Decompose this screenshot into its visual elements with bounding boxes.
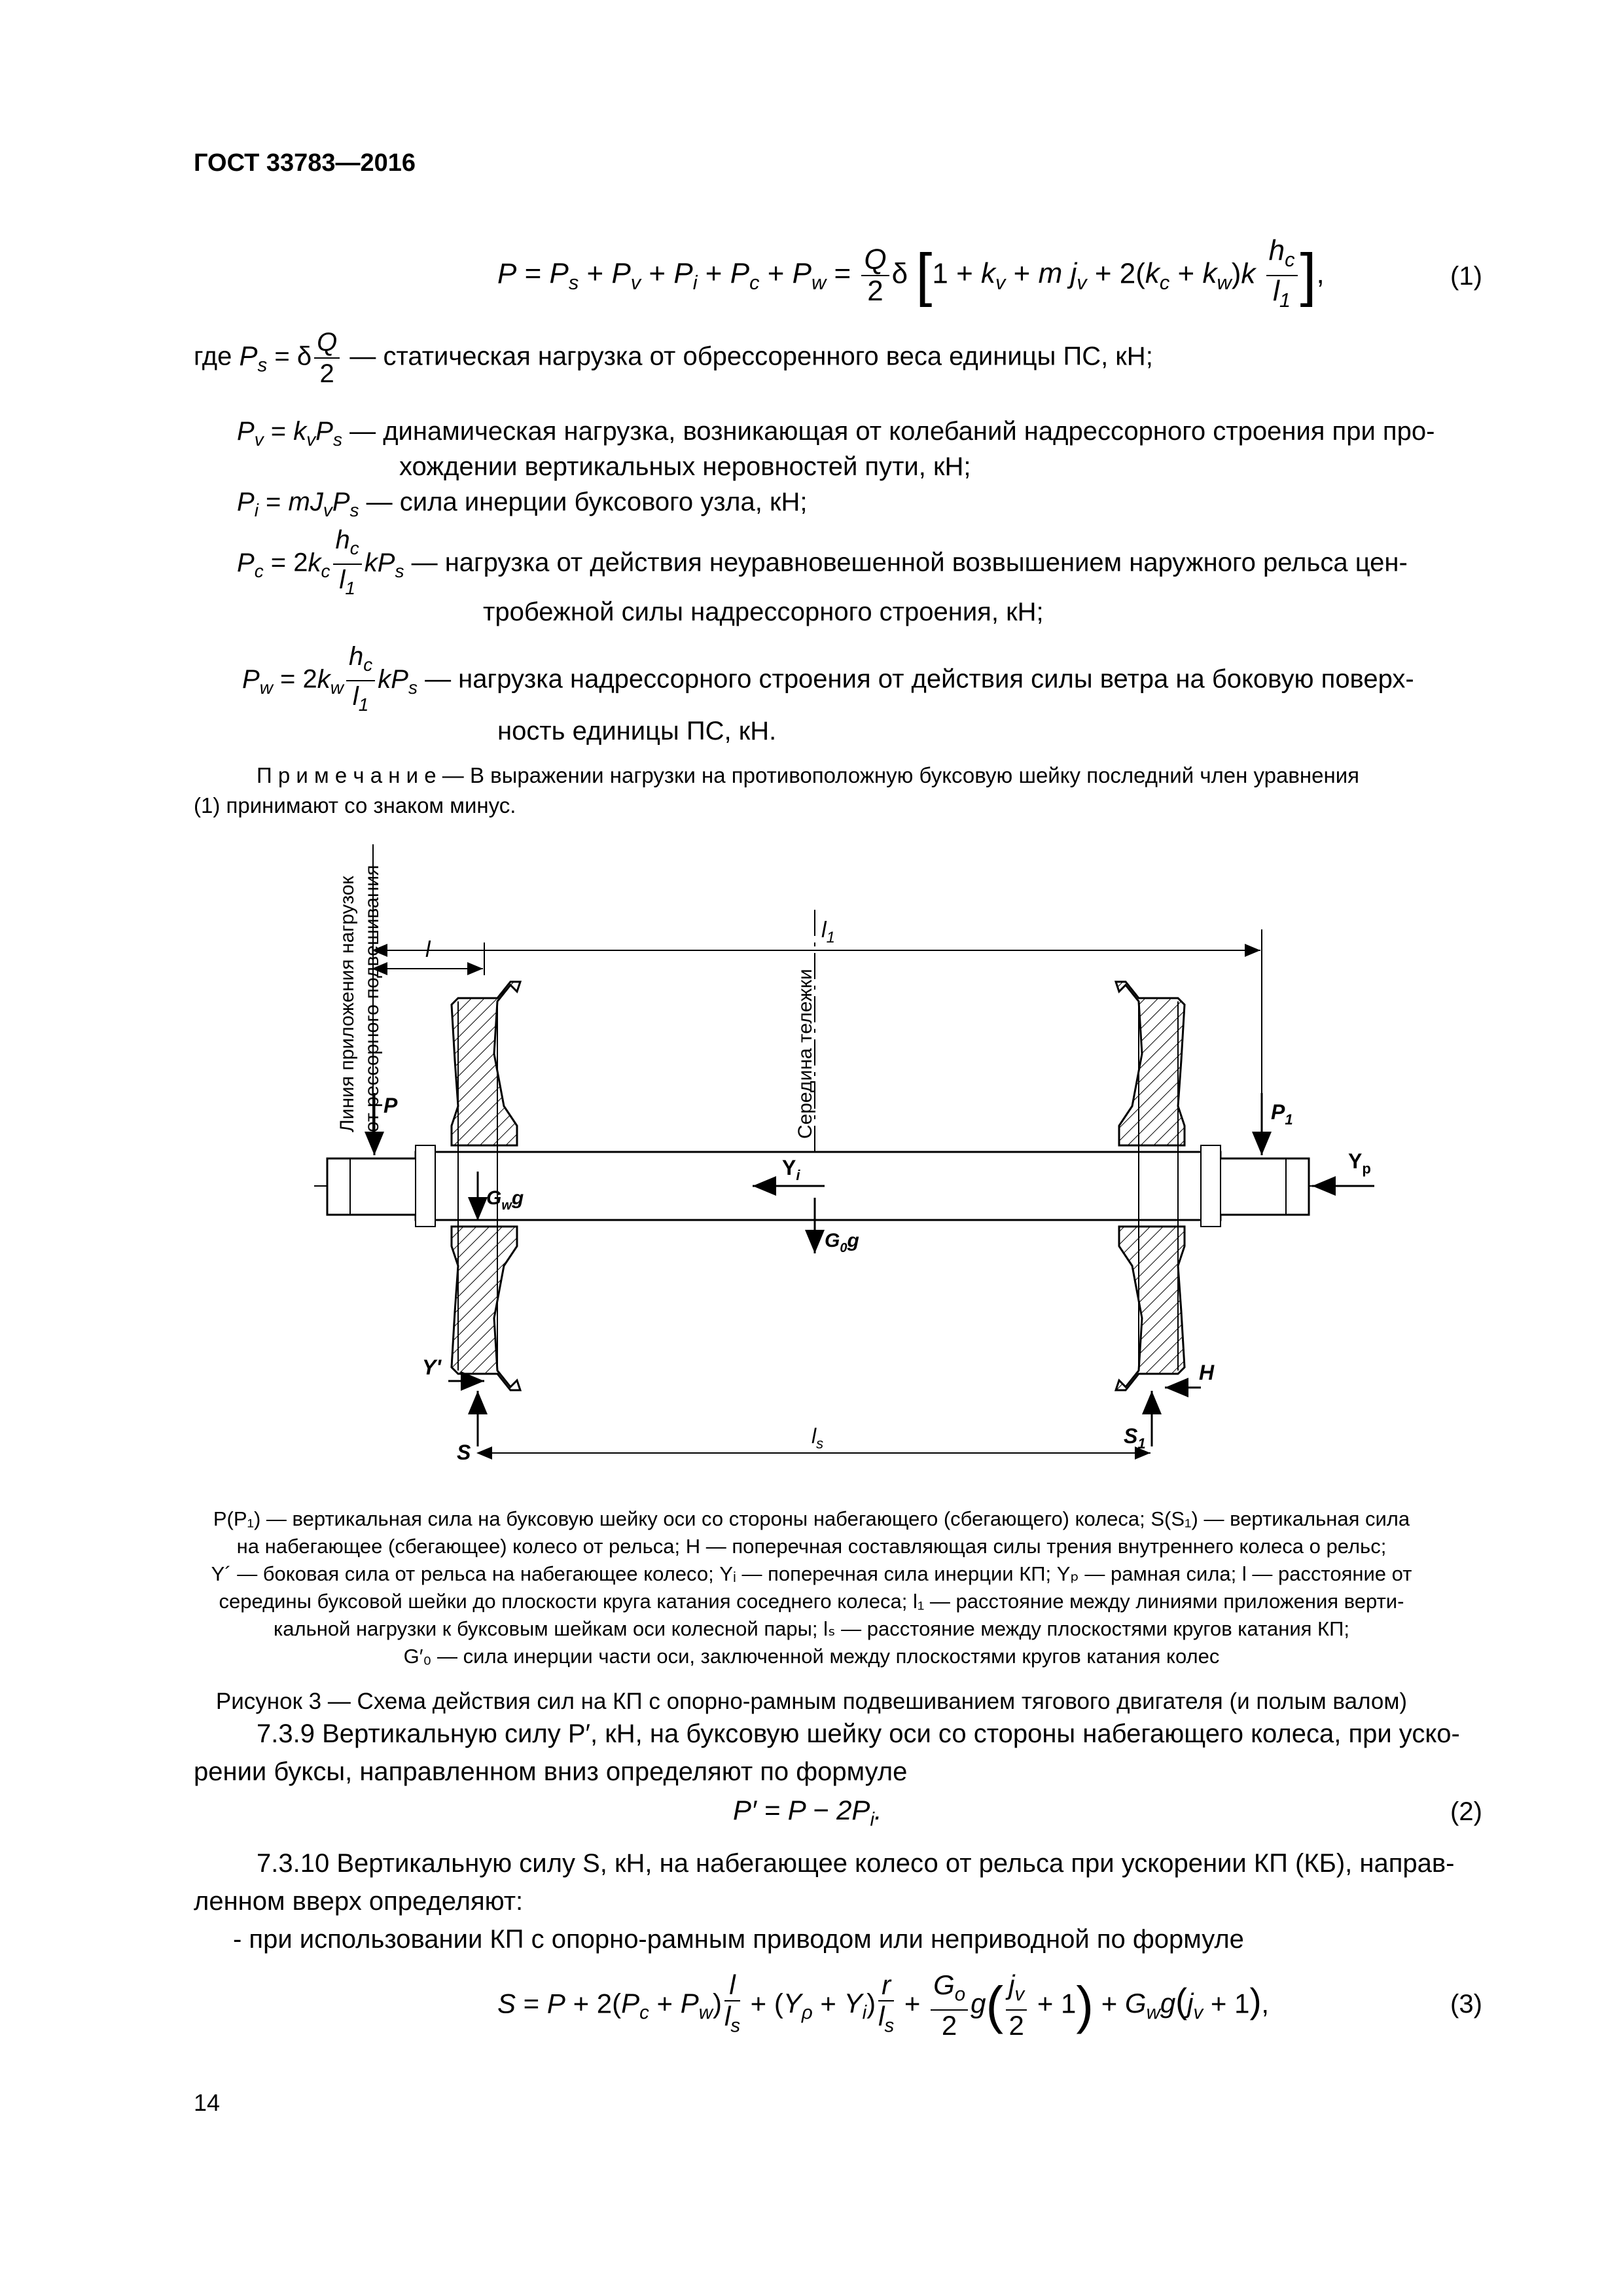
wheelset-force-diagram xyxy=(301,844,1387,1499)
figure-legend xyxy=(151,1505,1472,1670)
force-Yp-label: $Y_p$ xyxy=(1348,1149,1371,1177)
left-journal xyxy=(327,1158,419,1215)
equation-2-number: (2) xyxy=(1450,1797,1482,1826)
legend-line: середины буксовой шейки до плоскости круга катания соседнего колеса; l₁ — расстояние между линиями приложения верти- xyxy=(219,1590,1404,1613)
note-text-1: — В выражении нагрузки на противоположную буксовую шейку последний член уравнения xyxy=(442,763,1359,787)
def-ps: где $P_s = \delta$ $\frac{Q}{2}$ — статическая нагрузка от обрессоренного веса единицы ПС, кН; xyxy=(194,328,1153,388)
p7310-line2: ленном вверх определяют: xyxy=(194,1887,524,1916)
paragraph-7-3-9 xyxy=(194,1715,1489,1791)
force-Yprime-label: Y' xyxy=(422,1355,441,1379)
force-H-label: H xyxy=(1199,1361,1215,1384)
def-pv-cont: хождении вертикальных неровностей пути, кН; xyxy=(399,452,971,481)
def-pi-text: — сила инерции буксового узла, кН; xyxy=(366,488,808,516)
legend-line: Y´ — боковая сила от рельса на набегающее колесо; Yᵢ — поперечная сила инерции КП; Yₚ — рамная сила; l — расстояние от xyxy=(211,1562,1412,1585)
def-pc: $P_c = 2k_c$ $\frac{h_c}{l_1}$ $kP_s$ — нагрузка от действия неуравновешенной возвышением наружного рельса цен- xyxy=(237,526,1408,598)
dim-l1-label: $l_1$ xyxy=(821,918,835,946)
force-S-label: S xyxy=(457,1441,471,1464)
def-ps-text: — статическая нагрузка от обрессоренного веса единицы ПС, кН; xyxy=(349,342,1153,371)
load-line-label-2: от рессорного подвешивания xyxy=(361,865,383,1132)
force-Gwg-label: $G_wg$ xyxy=(486,1187,524,1213)
legend-line: G′₀ — сила инерции части оси, заключенной между плоскостями кругов катания колес xyxy=(403,1645,1220,1668)
document-header: ГОСТ 33783—2016 xyxy=(194,149,416,177)
def-pv: $P_v = k_vP_s$ — динамическая нагрузка, возникающая от колебаний надрессорного строения при про- xyxy=(237,417,1435,450)
where-word: где xyxy=(194,342,232,371)
equation-3: $S = P + 2(P_c + P_w)$ $\frac{l}{l_s}$ + $(Y_\rho + Y_i)$ $\frac{r}{l_s}$ + $\frac{G_o}{2}$ g( $\frac{j_v}{2}$ + $1) + G_wg(j_v + 1)$, xyxy=(497,1969,1270,2041)
p7310-line1: 7.3.10 Вертикальную силу S, кН, на набегающее колесо от рельса при ускорении КП (КБ), направ- xyxy=(257,1849,1455,1878)
force-G0g-label: $G_0g$ xyxy=(825,1230,859,1255)
load-line-label: Линия приложения нагрузок xyxy=(336,876,358,1132)
def-pw-cont: ность единицы ПС, кН. xyxy=(497,717,777,745)
dim-l-label: l xyxy=(425,937,431,962)
note-text-2: (1) принимают со знаком минус. xyxy=(194,793,516,817)
legend-line: на набегающее (сбегающее) колесо от рельса; H — поперечная составляющая силы трения внутреннего колеса о рельс; xyxy=(236,1535,1387,1558)
equation-2: $P' = P - 2P_i$. xyxy=(733,1795,882,1831)
def-pw: $P_w = 2k_w$ $\frac{h_c}{l_1}$ $kP_s$ — нагрузка надрессорного строения от действия силы ветра на боковую поверх- xyxy=(242,642,1414,715)
def-pc-cont: тробежной силы надрессорного строения, кН; xyxy=(483,598,1044,626)
note-label: П р и м е ч а н и е xyxy=(257,763,437,787)
force-P-label: P xyxy=(383,1094,398,1117)
page-number: 14 xyxy=(194,2089,221,2116)
note xyxy=(194,761,1492,821)
def-pc-text: — нагрузка от действия неуравновешенной возвышением наружного рельса цен- xyxy=(411,548,1408,577)
equation-1: $P = P_s + P_v + P_i + P_c + P_w$ = $\frac{Q}{2}$ δ [$1 + k_v + m$ $j_v + 2(k_c + k_w)k$ $\frac{h_c}{l_1}$ ], xyxy=(497,234,1325,312)
def-pi: $P_i = mJ_vP_s$ — сила инерции буксового узла, кН; xyxy=(237,488,808,520)
force-P1-label: $P_1$ xyxy=(1271,1100,1293,1128)
equation-3-number: (3) xyxy=(1450,1990,1482,2018)
p739-line1: 7.3.9 Вертикальную силу P′, кН, на буксовую шейку оси со стороны набегающего колеса, при уско- xyxy=(257,1719,1460,1748)
def-pw-text: — нагрузка надрессорного строения от действия силы ветра на боковую поверх- xyxy=(425,664,1414,694)
figure-title: Рисунок 3 — Схема действия сил на КП с опорно-рамным подвешиванием тягового двигателя (и полым валом) xyxy=(215,1689,1408,1714)
equation-1-number: (1) xyxy=(1450,262,1482,291)
paragraph-7-3-10 xyxy=(194,1844,1489,1958)
force-Yi-label: $Y_i$ xyxy=(782,1156,800,1183)
p7310-line3: - при использовании КП с опорно-рамным приводом или неприводной по формуле xyxy=(233,1925,1244,1954)
legend-line: P(P₁) — вертикальная сила на буксовую шейку оси со стороны набегающего (сбегающего) колеса; S(S₁) — вертикальная сила xyxy=(213,1507,1410,1530)
p739-line2: рении буксы, направленном вниз определяют по формуле xyxy=(194,1757,908,1786)
legend-line: кальной нагрузки к буксовым шейкам оси колесной пары; lₛ — расстояние между плоскостями кругов катания КП; xyxy=(274,1617,1349,1640)
dim-ls-label: $l_s$ xyxy=(812,1424,824,1452)
right-journal xyxy=(1217,1158,1309,1215)
force-S1-label: $S_1$ xyxy=(1124,1424,1146,1452)
def-pv-text: — динамическая нагрузка, возникающая от колебаний надрессорного строения при про- xyxy=(349,417,1435,446)
bogie-middle-label: Середина тележки xyxy=(794,969,816,1139)
